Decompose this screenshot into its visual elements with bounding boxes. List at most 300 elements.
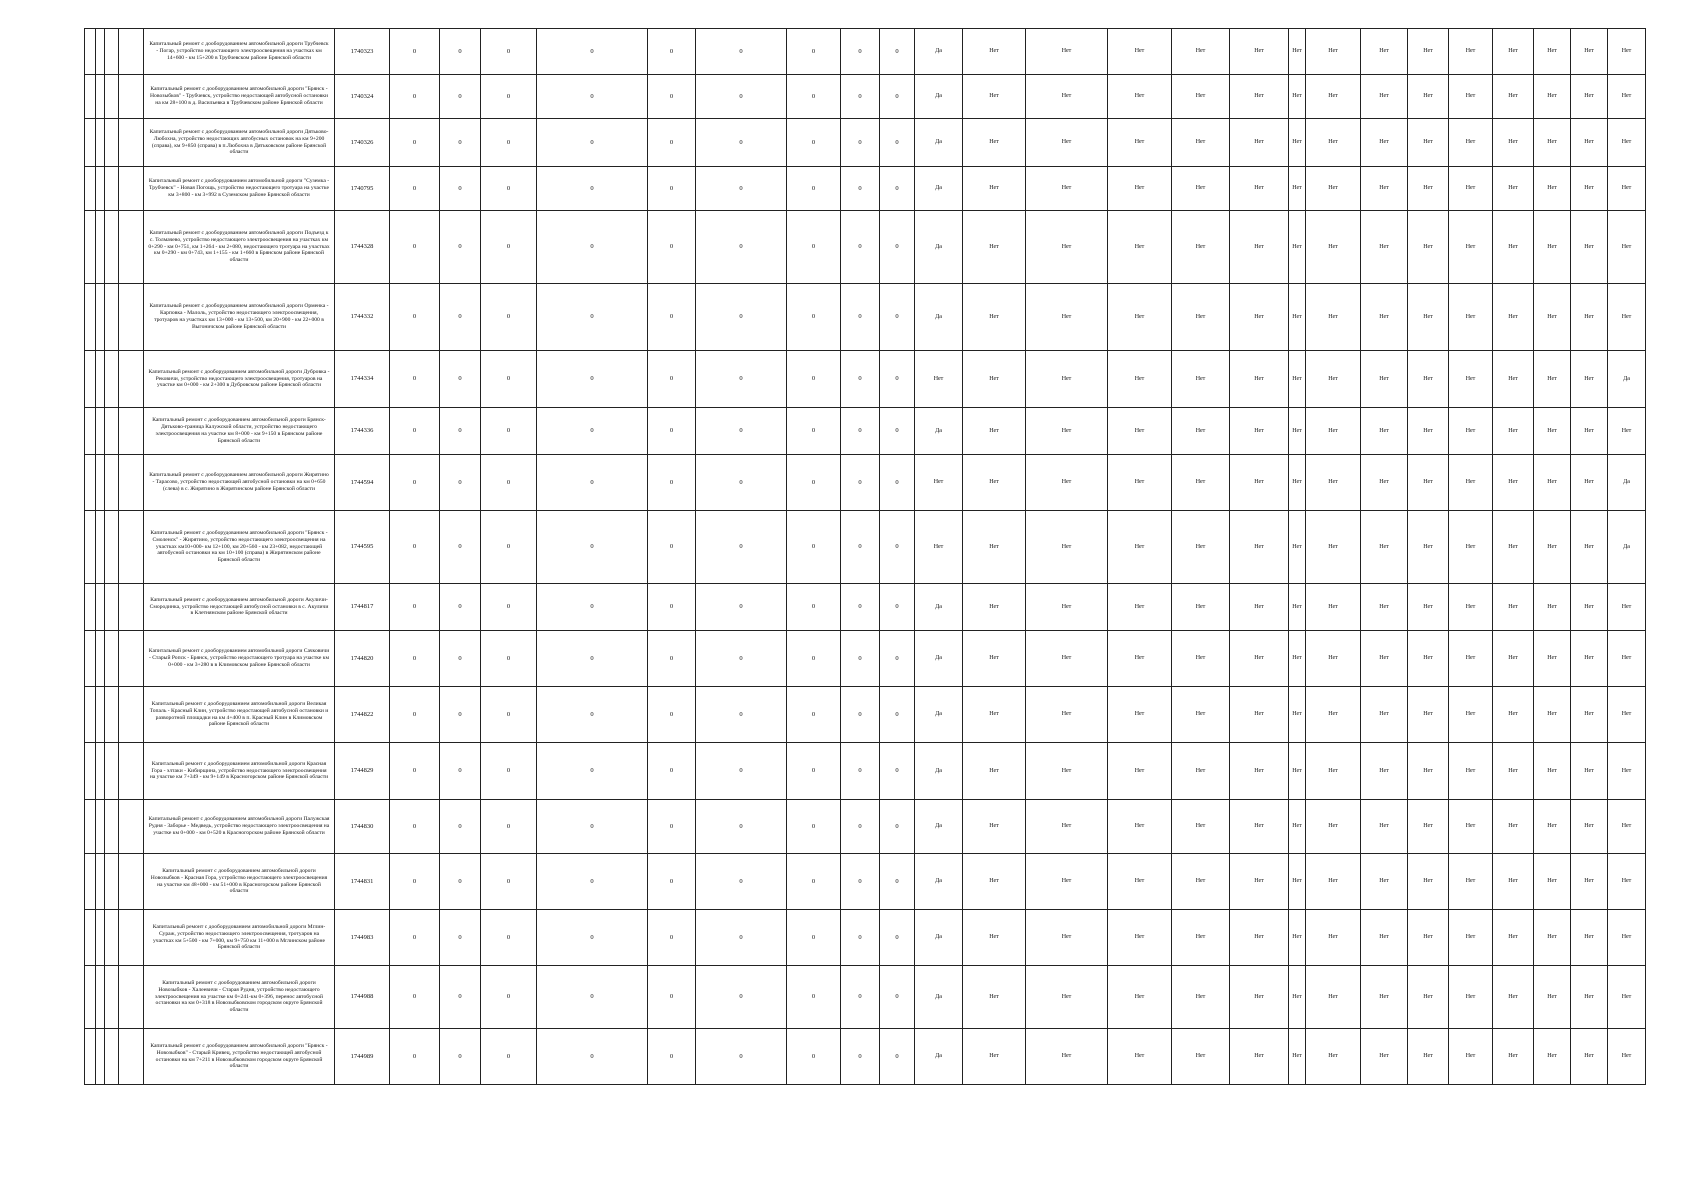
table-row bbox=[85, 29, 1646, 75]
project-description-cell: Капитальный ремонт с дооборудованием автомобильной дороги Дубровка - Рековичи, устройство недостающего электроосвещения, тротуаров на участке км 0+000 - км 2+300 в Дубровском районе Брянской области bbox=[144, 351, 335, 408]
blank-cell bbox=[105, 29, 119, 75]
blank-cell bbox=[105, 408, 119, 455]
flag-cell: Нет bbox=[1289, 511, 1306, 584]
flag-cell: Нет bbox=[1493, 75, 1534, 119]
value-cell: 0 bbox=[841, 631, 880, 687]
flag-cell: Нет bbox=[963, 743, 1026, 800]
flag-cell: Нет bbox=[1026, 584, 1108, 631]
value-cell: 0 bbox=[841, 119, 880, 167]
project-description-cell: Капитальный ремонт с дооборудованием автомобильной дороги "Брянск - Новозыбков" - Старый Кривец, устройство недостающей автобусной остановки на км 7+211 в Новозыбковском городском округе Брянской области bbox=[144, 1029, 335, 1085]
flag-cell: Нет bbox=[1571, 584, 1608, 631]
flag-cell: Нет bbox=[1289, 211, 1306, 284]
flag-cell: Да bbox=[915, 1029, 963, 1085]
value-cell: 0 bbox=[696, 211, 787, 284]
value-cell: 0 bbox=[440, 211, 481, 284]
flag-cell: Нет bbox=[1026, 119, 1108, 167]
blank-cell bbox=[96, 511, 105, 584]
flag-cell: Нет bbox=[1608, 966, 1646, 1029]
flag-cell: Нет bbox=[1230, 631, 1289, 687]
value-cell: 0 bbox=[390, 584, 440, 631]
flag-cell: Нет bbox=[1571, 800, 1608, 854]
flag-cell: Нет bbox=[1534, 966, 1571, 1029]
flag-cell: Нет bbox=[1289, 631, 1306, 687]
value-cell: 0 bbox=[537, 284, 648, 351]
value-cell: 0 bbox=[481, 966, 537, 1029]
blank-cell bbox=[105, 351, 119, 408]
value-cell: 0 bbox=[537, 584, 648, 631]
value-cell: 0 bbox=[648, 631, 696, 687]
value-cell: 0 bbox=[440, 584, 481, 631]
blank-cell bbox=[96, 631, 105, 687]
blank-cell bbox=[119, 687, 144, 743]
flag-cell: Нет bbox=[1306, 966, 1361, 1029]
blank-cell bbox=[96, 966, 105, 1029]
blank-cell bbox=[96, 455, 105, 511]
flag-cell: Нет bbox=[1571, 408, 1608, 455]
blank-cell bbox=[119, 854, 144, 910]
flag-cell: Нет bbox=[1306, 584, 1361, 631]
value-cell: 0 bbox=[481, 351, 537, 408]
flag-cell: Нет bbox=[1608, 631, 1646, 687]
flag-cell: Нет bbox=[1172, 284, 1230, 351]
flag-cell: Да bbox=[1608, 511, 1646, 584]
flag-cell: Да bbox=[915, 408, 963, 455]
value-cell: 0 bbox=[696, 631, 787, 687]
project-description-cell: Капитальный ремонт с дооборудованием автомобильной дороги Палужская Рудня - Заборье - Медведь, устройство недостающего электроосвещения на участке км 0+000 - км 0+520 в Красногорском районе Брянской области bbox=[144, 800, 335, 854]
flag-cell: Нет bbox=[1026, 511, 1108, 584]
flag-cell: Нет bbox=[1493, 119, 1534, 167]
flag-cell: Нет bbox=[1026, 211, 1108, 284]
blank-cell bbox=[119, 284, 144, 351]
blank-cell bbox=[105, 167, 119, 211]
project-code-cell: 1744594 bbox=[335, 455, 390, 511]
value-cell: 0 bbox=[481, 800, 537, 854]
flag-cell: Нет bbox=[1172, 910, 1230, 966]
table-row bbox=[85, 511, 1646, 584]
flag-cell: Нет bbox=[1289, 119, 1306, 167]
value-cell: 0 bbox=[841, 743, 880, 800]
value-cell: 0 bbox=[390, 800, 440, 854]
value-cell: 0 bbox=[880, 800, 915, 854]
flag-cell: Нет bbox=[1172, 408, 1230, 455]
flag-cell: Нет bbox=[1408, 687, 1449, 743]
value-cell: 0 bbox=[440, 966, 481, 1029]
flag-cell: Да bbox=[915, 743, 963, 800]
flag-cell: Нет bbox=[1608, 800, 1646, 854]
blank-cell bbox=[96, 687, 105, 743]
value-cell: 0 bbox=[787, 910, 841, 966]
value-cell: 0 bbox=[390, 408, 440, 455]
flag-cell: Нет bbox=[1571, 966, 1608, 1029]
flag-cell: Нет bbox=[1408, 351, 1449, 408]
flag-cell: Нет bbox=[1449, 29, 1493, 75]
flag-cell: Нет bbox=[1306, 631, 1361, 687]
table-row bbox=[85, 743, 1646, 800]
flag-cell: Нет bbox=[1408, 743, 1449, 800]
flag-cell: Нет bbox=[1449, 854, 1493, 910]
value-cell: 0 bbox=[696, 29, 787, 75]
flag-cell: Нет bbox=[1230, 743, 1289, 800]
flag-cell: Нет bbox=[1534, 584, 1571, 631]
blank-cell bbox=[85, 1029, 96, 1085]
flag-cell: Нет bbox=[1108, 351, 1172, 408]
value-cell: 0 bbox=[880, 167, 915, 211]
flag-cell: Нет bbox=[1361, 455, 1408, 511]
table-row bbox=[85, 351, 1646, 408]
flag-cell: Нет bbox=[1026, 351, 1108, 408]
value-cell: 0 bbox=[787, 511, 841, 584]
blank-cell bbox=[96, 910, 105, 966]
value-cell: 0 bbox=[440, 29, 481, 75]
flag-cell: Нет bbox=[963, 29, 1026, 75]
flag-cell: Нет bbox=[963, 687, 1026, 743]
project-code-cell: 1744829 bbox=[335, 743, 390, 800]
value-cell: 0 bbox=[787, 29, 841, 75]
flag-cell: Нет bbox=[1289, 167, 1306, 211]
value-cell: 0 bbox=[537, 1029, 648, 1085]
value-cell: 0 bbox=[648, 167, 696, 211]
value-cell: 0 bbox=[648, 966, 696, 1029]
flag-cell: Нет bbox=[1172, 743, 1230, 800]
value-cell: 0 bbox=[696, 743, 787, 800]
flag-cell: Нет bbox=[1534, 743, 1571, 800]
value-cell: 0 bbox=[787, 1029, 841, 1085]
flag-cell: Нет bbox=[1449, 284, 1493, 351]
table-row bbox=[85, 910, 1646, 966]
value-cell: 0 bbox=[390, 1029, 440, 1085]
table-row bbox=[85, 854, 1646, 910]
blank-cell bbox=[85, 687, 96, 743]
flag-cell: Нет bbox=[1108, 854, 1172, 910]
flag-cell: Нет bbox=[1361, 351, 1408, 408]
project-description-cell: Капитальный ремонт с дооборудованием автомобильной дороги "Суземка - Трубчевск" - Новая Погощь, устройство недостающего тротуара на участке км 3+800 - км 3+992 в Суземском районе Брянской области bbox=[144, 167, 335, 211]
blank-cell bbox=[85, 631, 96, 687]
flag-cell: Нет bbox=[1172, 1029, 1230, 1085]
flag-cell: Нет bbox=[1534, 455, 1571, 511]
flag-cell: Нет bbox=[1361, 584, 1408, 631]
project-code-cell: 1744831 bbox=[335, 854, 390, 910]
blank-cell bbox=[119, 511, 144, 584]
flag-cell: Нет bbox=[963, 584, 1026, 631]
blank-cell bbox=[105, 284, 119, 351]
value-cell: 0 bbox=[537, 800, 648, 854]
project-description-cell: Капитальный ремонт с дооборудованием автомобильной дороги Красная Гора - элтаки - Кибирщина, устройство недостающего электроосвещения на участке км 7+349 - км 9+149 в Красногорском районе Брянской области bbox=[144, 743, 335, 800]
blank-cell bbox=[105, 966, 119, 1029]
flag-cell: Нет bbox=[963, 631, 1026, 687]
value-cell: 0 bbox=[390, 75, 440, 119]
value-cell: 0 bbox=[537, 167, 648, 211]
flag-cell: Нет bbox=[1571, 211, 1608, 284]
project-description-cell: Капитальный ремонт с дооборудованием автомобильной дороги Великая Топаль - Красный Клин, устройство недостающей автобусной остановки и разворотной площадки на км 4+400 в п. Красный Клин в Климовском районе Брянской области bbox=[144, 687, 335, 743]
value-cell: 0 bbox=[648, 743, 696, 800]
flag-cell: Нет bbox=[1026, 910, 1108, 966]
value-cell: 0 bbox=[696, 910, 787, 966]
flag-cell: Нет bbox=[1449, 687, 1493, 743]
value-cell: 0 bbox=[440, 511, 481, 584]
flag-cell: Нет bbox=[1571, 284, 1608, 351]
value-cell: 0 bbox=[648, 910, 696, 966]
flag-cell: Нет bbox=[1571, 854, 1608, 910]
table-row bbox=[85, 119, 1646, 167]
value-cell: 0 bbox=[440, 351, 481, 408]
value-cell: 0 bbox=[841, 584, 880, 631]
flag-cell: Нет bbox=[963, 1029, 1026, 1085]
flag-cell: Нет bbox=[1361, 211, 1408, 284]
flag-cell: Нет bbox=[1230, 800, 1289, 854]
flag-cell: Нет bbox=[1026, 743, 1108, 800]
project-code-cell: 1740323 bbox=[335, 29, 390, 75]
flag-cell: Нет bbox=[1534, 119, 1571, 167]
value-cell: 0 bbox=[880, 854, 915, 910]
flag-cell: Нет bbox=[1108, 631, 1172, 687]
flag-cell: Нет bbox=[1408, 631, 1449, 687]
flag-cell: Нет bbox=[1534, 284, 1571, 351]
blank-cell bbox=[105, 910, 119, 966]
flag-cell: Нет bbox=[1408, 1029, 1449, 1085]
value-cell: 0 bbox=[787, 854, 841, 910]
value-cell: 0 bbox=[390, 351, 440, 408]
flag-cell: Нет bbox=[1172, 854, 1230, 910]
flag-cell: Нет bbox=[1534, 351, 1571, 408]
project-code-cell: 1744822 bbox=[335, 687, 390, 743]
value-cell: 0 bbox=[841, 687, 880, 743]
value-cell: 0 bbox=[481, 211, 537, 284]
value-cell: 0 bbox=[787, 584, 841, 631]
flag-cell: Нет bbox=[1289, 75, 1306, 119]
flag-cell: Нет bbox=[1571, 631, 1608, 687]
project-description-cell: Капитальный ремонт с дооборудованием автомобильной дороги Сачковичи - Старый Ропск - Брянск, устройство недостающего тротуара на участке км 0+000 - км 3+280 в в Климовском районе Брянской области bbox=[144, 631, 335, 687]
blank-cell bbox=[85, 584, 96, 631]
table-row bbox=[85, 211, 1646, 284]
flag-cell: Нет bbox=[963, 408, 1026, 455]
flag-cell: Нет bbox=[1230, 687, 1289, 743]
value-cell: 0 bbox=[648, 351, 696, 408]
value-cell: 0 bbox=[440, 119, 481, 167]
value-cell: 0 bbox=[440, 854, 481, 910]
flag-cell: Нет bbox=[1534, 29, 1571, 75]
flag-cell: Нет bbox=[1449, 800, 1493, 854]
flag-cell: Нет bbox=[1534, 910, 1571, 966]
value-cell: 0 bbox=[787, 687, 841, 743]
project-code-cell: 1740324 bbox=[335, 75, 390, 119]
value-cell: 0 bbox=[440, 687, 481, 743]
value-cell: 0 bbox=[390, 284, 440, 351]
value-cell: 0 bbox=[390, 511, 440, 584]
flag-cell: Нет bbox=[1408, 29, 1449, 75]
value-cell: 0 bbox=[696, 119, 787, 167]
flag-cell: Нет bbox=[1108, 119, 1172, 167]
blank-cell bbox=[105, 687, 119, 743]
flag-cell: Нет bbox=[1172, 511, 1230, 584]
table-row bbox=[85, 631, 1646, 687]
flag-cell: Нет bbox=[1230, 966, 1289, 1029]
table-row bbox=[85, 687, 1646, 743]
flag-cell: Нет bbox=[1230, 455, 1289, 511]
value-cell: 0 bbox=[880, 455, 915, 511]
value-cell: 0 bbox=[390, 687, 440, 743]
flag-cell: Нет bbox=[1408, 966, 1449, 1029]
flag-cell: Нет bbox=[1361, 631, 1408, 687]
flag-cell: Нет bbox=[1571, 1029, 1608, 1085]
table-body bbox=[85, 29, 1646, 1085]
flag-cell: Нет bbox=[1172, 584, 1230, 631]
flag-cell: Нет bbox=[1493, 455, 1534, 511]
value-cell: 0 bbox=[841, 966, 880, 1029]
value-cell: 0 bbox=[390, 29, 440, 75]
project-code-cell: 1744820 bbox=[335, 631, 390, 687]
flag-cell: Нет bbox=[963, 211, 1026, 284]
flag-cell: Нет bbox=[1361, 119, 1408, 167]
flag-cell: Нет bbox=[1571, 743, 1608, 800]
flag-cell: Нет bbox=[1289, 351, 1306, 408]
value-cell: 0 bbox=[537, 75, 648, 119]
value-cell: 0 bbox=[440, 455, 481, 511]
value-cell: 0 bbox=[648, 211, 696, 284]
blank-cell bbox=[85, 455, 96, 511]
value-cell: 0 bbox=[880, 284, 915, 351]
value-cell: 0 bbox=[648, 687, 696, 743]
value-cell: 0 bbox=[648, 29, 696, 75]
table-row bbox=[85, 75, 1646, 119]
value-cell: 0 bbox=[648, 511, 696, 584]
flag-cell: Нет bbox=[1361, 910, 1408, 966]
value-cell: 0 bbox=[841, 284, 880, 351]
blank-cell bbox=[119, 910, 144, 966]
table-row bbox=[85, 1029, 1646, 1085]
flag-cell: Нет bbox=[1534, 800, 1571, 854]
flag-cell: Да bbox=[915, 584, 963, 631]
flag-cell: Нет bbox=[1306, 455, 1361, 511]
flag-cell: Да bbox=[915, 687, 963, 743]
flag-cell: Нет bbox=[1493, 966, 1534, 1029]
flag-cell: Нет bbox=[1026, 167, 1108, 211]
flag-cell: Нет bbox=[1493, 167, 1534, 211]
flag-cell: Нет bbox=[1449, 1029, 1493, 1085]
value-cell: 0 bbox=[648, 854, 696, 910]
flag-cell: Нет bbox=[1361, 408, 1408, 455]
value-cell: 0 bbox=[537, 211, 648, 284]
value-cell: 0 bbox=[481, 408, 537, 455]
blank-cell bbox=[119, 119, 144, 167]
value-cell: 0 bbox=[841, 408, 880, 455]
flag-cell: Нет bbox=[1361, 511, 1408, 584]
flag-cell: Нет bbox=[1289, 455, 1306, 511]
flag-cell: Нет bbox=[963, 511, 1026, 584]
flag-cell: Нет bbox=[1608, 854, 1646, 910]
blank-cell bbox=[85, 284, 96, 351]
project-description-cell: Капитальный ремонт с дооборудованием автомобильной дороги "Брянск - Новозыбков" - Трубчевск, устройство недостающей автобусной остановки на км 28+100 в д. Васильевка в Трубчевском районе Брянской области bbox=[144, 75, 335, 119]
flag-cell: Нет bbox=[1493, 511, 1534, 584]
value-cell: 0 bbox=[696, 408, 787, 455]
project-description-cell: Капитальный ремонт с дооборудованием автомобильной дороги Дятьково-Любохна, устройство недостающих автобусных остановок на км 9+200 (справа), км 9+850 (справа) в п.Любохна в Дятьковском районе Брянской области bbox=[144, 119, 335, 167]
project-code-cell: 1744983 bbox=[335, 910, 390, 966]
flag-cell: Нет bbox=[915, 351, 963, 408]
project-code-cell: 1744328 bbox=[335, 211, 390, 284]
blank-cell bbox=[96, 1029, 105, 1085]
blank-cell bbox=[96, 854, 105, 910]
flag-cell: Нет bbox=[1361, 1029, 1408, 1085]
flag-cell: Нет bbox=[1449, 910, 1493, 966]
flag-cell: Нет bbox=[1289, 408, 1306, 455]
flag-cell: Нет bbox=[1449, 167, 1493, 211]
flag-cell: Нет bbox=[1571, 75, 1608, 119]
flag-cell: Нет bbox=[963, 966, 1026, 1029]
flag-cell: Нет bbox=[963, 351, 1026, 408]
value-cell: 0 bbox=[537, 29, 648, 75]
blank-cell bbox=[105, 631, 119, 687]
flag-cell: Нет bbox=[963, 284, 1026, 351]
flag-cell: Нет bbox=[1571, 687, 1608, 743]
value-cell: 0 bbox=[390, 910, 440, 966]
flag-cell: Нет bbox=[1230, 167, 1289, 211]
value-cell: 0 bbox=[696, 167, 787, 211]
value-cell: 0 bbox=[787, 211, 841, 284]
flag-cell: Да bbox=[915, 966, 963, 1029]
blank-cell bbox=[105, 211, 119, 284]
flag-cell: Нет bbox=[1230, 584, 1289, 631]
value-cell: 0 bbox=[481, 584, 537, 631]
blank-cell bbox=[119, 29, 144, 75]
value-cell: 0 bbox=[537, 910, 648, 966]
flag-cell: Нет bbox=[1493, 910, 1534, 966]
value-cell: 0 bbox=[696, 75, 787, 119]
project-code-cell: 1744830 bbox=[335, 800, 390, 854]
flag-cell: Нет bbox=[1449, 743, 1493, 800]
flag-cell: Нет bbox=[1306, 351, 1361, 408]
blank-cell bbox=[119, 75, 144, 119]
value-cell: 0 bbox=[648, 584, 696, 631]
blank-cell bbox=[85, 29, 96, 75]
flag-cell: Нет bbox=[1449, 966, 1493, 1029]
project-description-cell: Капитальный ремонт с дооборудованием автомобильной дороги Жирятино - Тарасово, устройство недостающей автобусной остановки на км 0+650 (слева) в с. Жирятино в Жирятинском районе Брянской области bbox=[144, 455, 335, 511]
flag-cell: Нет bbox=[1361, 167, 1408, 211]
blank-cell bbox=[119, 351, 144, 408]
value-cell: 0 bbox=[440, 743, 481, 800]
blank-cell bbox=[96, 119, 105, 167]
flag-cell: Нет bbox=[1026, 75, 1108, 119]
table-row bbox=[85, 408, 1646, 455]
flag-cell: Нет bbox=[1534, 687, 1571, 743]
value-cell: 0 bbox=[390, 631, 440, 687]
value-cell: 0 bbox=[787, 119, 841, 167]
flag-cell: Нет bbox=[1449, 511, 1493, 584]
project-code-cell: 1740795 bbox=[335, 167, 390, 211]
blank-cell bbox=[105, 119, 119, 167]
value-cell: 0 bbox=[841, 1029, 880, 1085]
flag-cell: Нет bbox=[1534, 75, 1571, 119]
flag-cell: Нет bbox=[1026, 1029, 1108, 1085]
flag-cell: Нет bbox=[1608, 211, 1646, 284]
flag-cell: Нет bbox=[963, 455, 1026, 511]
flag-cell: Нет bbox=[1172, 455, 1230, 511]
value-cell: 0 bbox=[481, 631, 537, 687]
value-cell: 0 bbox=[481, 511, 537, 584]
value-cell: 0 bbox=[481, 284, 537, 351]
blank-cell bbox=[119, 966, 144, 1029]
value-cell: 0 bbox=[696, 966, 787, 1029]
flag-cell: Нет bbox=[1172, 119, 1230, 167]
value-cell: 0 bbox=[481, 29, 537, 75]
flag-cell: Нет bbox=[1493, 631, 1534, 687]
blank-cell bbox=[119, 743, 144, 800]
value-cell: 0 bbox=[648, 408, 696, 455]
blank-cell bbox=[96, 584, 105, 631]
road-repair-table bbox=[84, 28, 1646, 1085]
flag-cell: Нет bbox=[963, 854, 1026, 910]
project-code-cell: 1744817 bbox=[335, 584, 390, 631]
flag-cell: Нет bbox=[1534, 854, 1571, 910]
value-cell: 0 bbox=[537, 511, 648, 584]
